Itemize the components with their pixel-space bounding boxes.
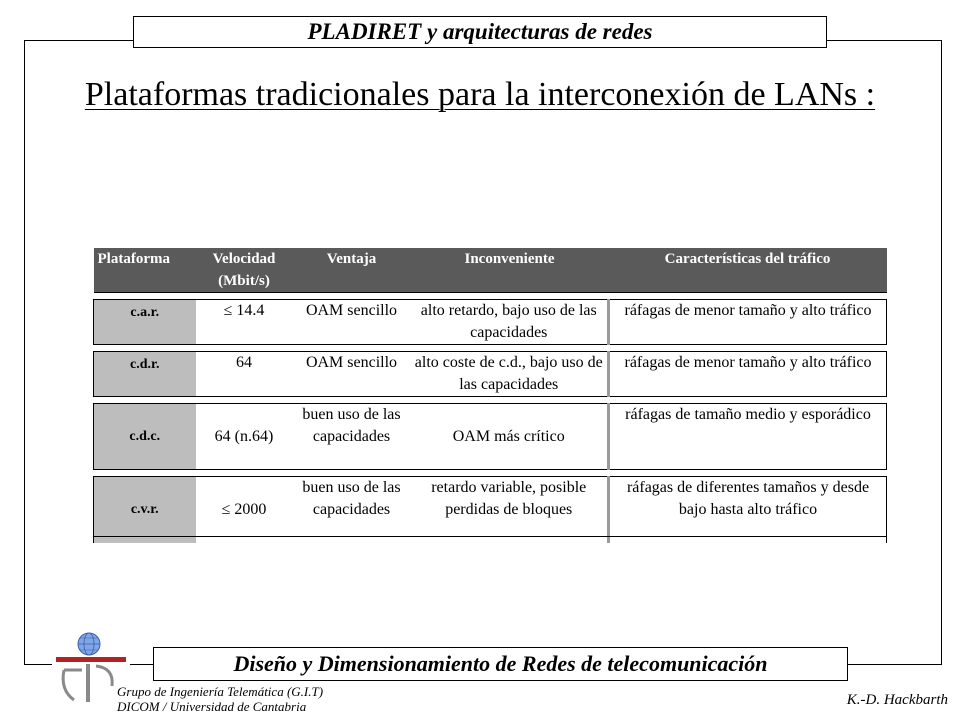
advantage-cell: OAM sencillo [305, 302, 398, 319]
platform-cell: c.a.r. [94, 300, 196, 345]
platform-cell: c.v.r. [94, 477, 196, 543]
column-header: Características del tráfico [609, 248, 887, 293]
drawback-cell: alto coste de c.d., bajo uso de las capacidades [411, 352, 609, 397]
traffic-cell: ráfagas de menor tamaño y alto tráfico [609, 352, 887, 397]
drawback-cell: OAM más crítico [411, 404, 609, 470]
drawback-cell: alto retardo, bajo uso de las capacidades [411, 300, 609, 345]
traffic-cell: ráfagas de menor tamaño y alto tráfico [609, 300, 887, 345]
speed-cell: ≤ 14.4 [223, 302, 265, 319]
column-header: Velocidad (Mbit/s) [196, 248, 293, 293]
footer-group [117, 684, 323, 714]
column-header: Inconveniente [411, 248, 609, 293]
table-row [94, 352, 887, 397]
table-header-row [94, 248, 887, 293]
traffic-cell: ráfagas de diferentes tamaños y desde bajo hasta alto tráfico [609, 477, 887, 543]
author-name: K.-D. Hackbarth [846, 692, 948, 708]
table-row [94, 300, 887, 345]
drawback-cell: retardo variable, posible perdidas de bloques [411, 477, 609, 543]
slide-title: Plataformas tradicionales para la interconexión de LANs : [84, 76, 876, 113]
platforms-table [93, 248, 887, 543]
advantage-cell: buen uso de las capacidades [302, 406, 401, 445]
table-row [94, 404, 887, 470]
column-header: Ventaja [293, 248, 411, 293]
university-name: DICOM / Universidad de Cantabria [117, 699, 307, 714]
advantage-cell: buen uso de las capacidades [302, 479, 401, 518]
header-banner: PLADIRET y arquitecturas de redes [133, 16, 827, 48]
speed-cell: 64 (n.64) [214, 427, 274, 445]
table-row [94, 477, 887, 543]
traffic-cell: ráfagas de tamaño medio y esporádico [609, 404, 887, 470]
table-bottom-border [93, 536, 886, 537]
platform-cell: c.d.c. [94, 404, 196, 470]
speed-cell: ≤ 2000 [221, 500, 267, 518]
column-header: Plataforma [94, 248, 196, 293]
footer-banner: Diseño y Dimensionamiento de Redes de telecomunicación [153, 647, 848, 681]
advantage-cell: OAM sencillo [305, 354, 398, 371]
speed-cell: 64 [236, 354, 252, 371]
group-name: Grupo de Ingeniería Telemática (G.I.T) [117, 684, 324, 699]
platform-cell: c.d.r. [94, 352, 196, 397]
